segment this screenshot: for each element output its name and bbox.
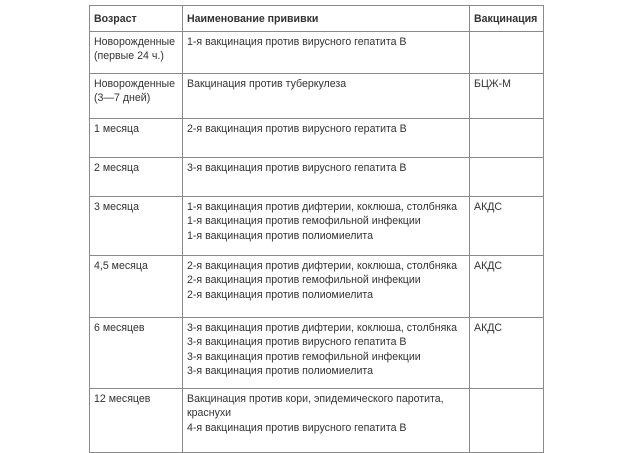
table-row	[90, 32, 544, 74]
age-line: Новорожденные	[94, 36, 175, 48]
age-line: Новорожденные	[94, 78, 175, 90]
age-line: 3 месяца	[94, 201, 140, 213]
vaccine-name-line: 3-я вакцинация против гемофильной инфекции	[187, 350, 421, 363]
vaccine-name-line: 1-я вакцинация против гемофильной инфекции	[187, 215, 421, 228]
table-row	[90, 119, 544, 158]
vaccine-name-line: 1-я вакцинация против дифтерии, коклюша, столбняка	[187, 201, 458, 213]
age-cell	[90, 389, 183, 453]
age-line: 6 месяцев	[94, 322, 145, 334]
table-row	[90, 197, 544, 256]
vaccine-name-line: краснухи	[187, 407, 232, 420]
vaccination-cell: АКДС	[470, 197, 544, 256]
vaccine-name-line: 3-я вакцинация против дифтерии, коклюша, столбняка	[187, 322, 458, 334]
age-line: 4,5 месяца	[94, 260, 148, 272]
table-row	[90, 256, 544, 318]
age-line: 2 месяца	[94, 162, 140, 174]
vaccination-cell	[470, 119, 544, 158]
vaccine-name-line: 3-я вакцинация против вирусного гепатита В	[187, 336, 407, 349]
age-line: 12 месяцев	[94, 393, 151, 405]
vaccination-cell	[470, 158, 544, 197]
vaccine-name-cell	[183, 389, 470, 453]
age-line: (3—7 дней)	[94, 92, 151, 105]
header-vaccination: Вакцинация	[470, 6, 544, 32]
age-line: 1 месяца	[94, 123, 140, 135]
age-line: (первые 24 ч.)	[94, 50, 164, 63]
vaccine-name-cell	[183, 74, 470, 119]
vaccine-name-line: 1-я вакцинация против вирусного гепатита В	[187, 36, 407, 48]
vaccination-cell	[470, 389, 544, 453]
age-cell	[90, 158, 183, 197]
age-cell	[90, 318, 183, 389]
vaccine-name-line: 3-я вакцинация против полиомиелита	[187, 365, 374, 378]
vaccine-name-line: Вакцинация против туберкулеза	[187, 78, 347, 90]
vaccine-name-line: 2-я вакцинация против полиомиелита	[187, 288, 374, 301]
vaccine-name-line: 2-я вакцинация против вирусного гератита В	[187, 123, 407, 135]
table-row	[90, 158, 544, 197]
table-row	[90, 389, 544, 453]
vaccine-name-line: Вакцинация против кори, эпидемического паротита,	[187, 393, 444, 405]
age-cell	[90, 74, 183, 119]
vaccination-cell: АКДС	[470, 318, 544, 389]
vaccine-name-cell	[183, 318, 470, 389]
header-age: Возраст	[90, 6, 183, 32]
vaccine-name-cell	[183, 197, 470, 256]
table-header-row	[90, 6, 544, 32]
age-cell	[90, 256, 183, 318]
vaccine-name-line: 2-я вакцинация против дифтерии, коклюша, столбняка	[187, 260, 458, 272]
vaccine-name-cell	[183, 256, 470, 318]
vaccine-name-cell	[183, 158, 470, 197]
vaccine-name-cell	[183, 32, 470, 74]
age-cell	[90, 197, 183, 256]
vaccination-cell: БЦЖ-М	[470, 74, 544, 119]
vaccine-name-cell	[183, 119, 470, 158]
vaccination-cell	[470, 32, 544, 74]
vaccine-name-line: 4-я вакцинация против вирусного гепатита В	[187, 421, 407, 434]
vaccine-name-line: 1-я вакцинация против полиомиелита	[187, 229, 374, 242]
vaccination-schedule-table	[89, 5, 544, 453]
age-cell	[90, 32, 183, 74]
header-vaccine-name: Наименование прививки	[183, 6, 470, 32]
vaccine-name-line: 2-я вакцинация против гемофильной инфекции	[187, 274, 421, 287]
table-row	[90, 74, 544, 119]
age-cell	[90, 119, 183, 158]
table-row	[90, 318, 544, 389]
vaccine-name-line: 3-я вакцинация против вирусного гепатита В	[187, 162, 407, 174]
vaccination-cell: АКДС	[470, 256, 544, 318]
